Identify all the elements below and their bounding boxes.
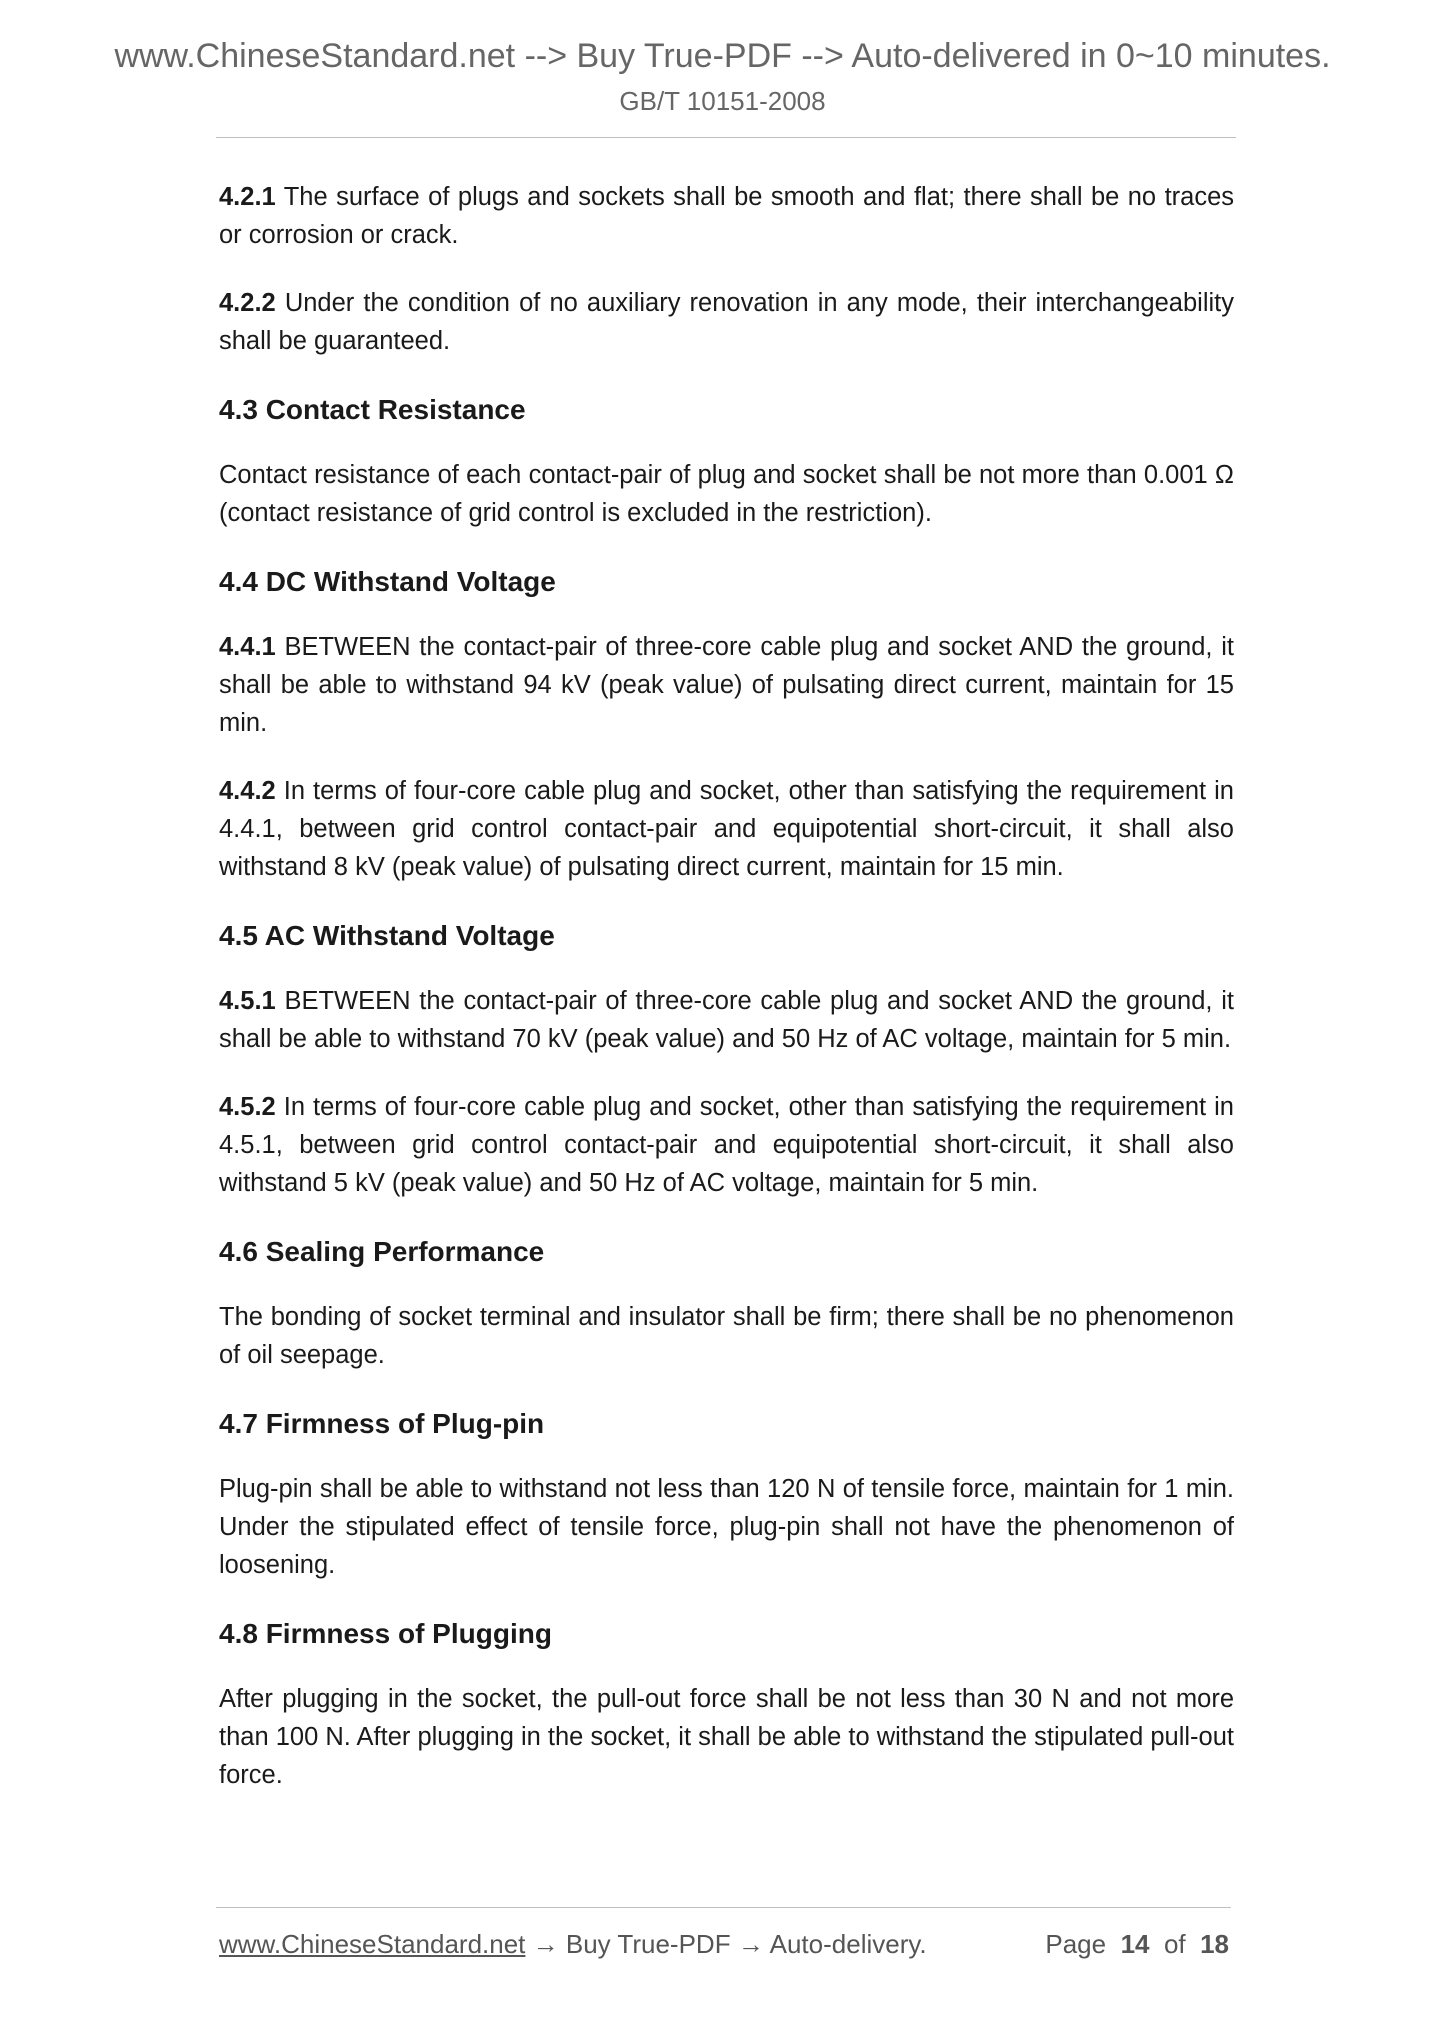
footer-delivery-text: Auto-delivery.	[769, 1929, 927, 1959]
clause-4-5-1	[219, 982, 1234, 1058]
footer-links	[219, 1926, 927, 1962]
clause-text: In terms of four-core cable plug and socket, other than satisfying the requirement in 4.4.1, between grid control contact-pair and equipotential short-circuit, it shall also withstand 8 kV (peak value) of pulsating direct current, maintain for 15 min.	[219, 777, 1234, 881]
arrow-right-icon: →	[532, 1929, 559, 1959]
clause-4-2-1	[219, 178, 1234, 254]
heading-4-8: 4.8 Firmness of Plugging	[219, 1618, 552, 1649]
clause-number: 4.5.1	[219, 987, 276, 1015]
clause-text: The surface of plugs and sockets shall be smooth and flat; there shall be no traces or corrosion or crack.	[219, 183, 1235, 249]
page-indicator	[1045, 1926, 1229, 1962]
clause-text: Under the condition of no auxiliary renovation in any mode, their interchangeability shall be guaranteed.	[219, 289, 1234, 355]
clause-number: 4.5.2	[219, 1093, 276, 1121]
heading-4-7: 4.7 Firmness of Plug-pin	[219, 1408, 545, 1439]
clause-4-4-2	[219, 772, 1234, 886]
arrow-right-icon: →	[737, 1929, 764, 1959]
of-label: of	[1163, 1929, 1186, 1959]
heading-4-6: 4.6 Sealing Performance	[219, 1236, 545, 1267]
page-total: 18	[1200, 1929, 1229, 1959]
clause-4-7: Plug-pin shall be able to withstand not less than 120 N of tensile force, maintain for 1 min. Under the stipulated effect of tensile force, plug-pin shall not have the phenomenon of loosening.	[219, 1475, 1234, 1579]
clause-text: BETWEEN the contact-pair of three-core cable plug and socket AND the ground, it shall be able to withstand 94 kV (peak value) of pulsating direct current, maintain for 15 min.	[219, 633, 1234, 737]
page-label: Page	[1045, 1929, 1107, 1959]
clause-4-4-1	[219, 628, 1234, 742]
footer-buy-text: Buy True-PDF	[565, 1929, 731, 1959]
clause-4-5-2	[219, 1088, 1234, 1202]
clause-4-3: Contact resistance of each contact-pair of plug and socket shall be not more than 0.001 Ω (contact resistance of grid control is excluded in the restriction).	[219, 461, 1234, 527]
clause-4-6: The bonding of socket terminal and insulator shall be firm; there shall be no phenomenon of oil seepage.	[219, 1303, 1234, 1369]
clause-number: 4.4.1	[219, 633, 276, 661]
footer-site-link[interactable]: www.ChineseStandard.net	[219, 1929, 526, 1959]
clause-number: 4.2.2	[219, 289, 276, 317]
heading-4-4: 4.4 DC Withstand Voltage	[219, 566, 556, 597]
footer-divider	[216, 1907, 1231, 1908]
standard-code: GB/T 10151-2008	[619, 86, 826, 116]
clause-4-8: After plugging in the socket, the pull-out force shall be not less than 30 N and not more than 100 N. After plugging in the socket, it shall be able to withstand the stipulated pull-out force.	[219, 1685, 1234, 1789]
clause-4-2-2	[219, 284, 1234, 360]
clause-number: 4.4.2	[219, 777, 276, 805]
document-body	[219, 178, 1234, 1824]
heading-4-3: 4.3 Contact Resistance	[219, 394, 526, 425]
top-banner: www.ChineseStandard.net --> Buy True-PDF --> Auto-delivered in 0~10 minutes.	[114, 37, 1331, 75]
page-footer	[219, 1926, 1229, 1962]
clause-text: BETWEEN the contact-pair of three-core cable plug and socket AND the ground, it shall be able to withstand 70 kV (peak value) and 50 Hz of AC voltage, maintain for 5 min.	[219, 987, 1234, 1053]
clause-text: In terms of four-core cable plug and socket, other than satisfying the requirement in 4.5.1, between grid control contact-pair and equipotential short-circuit, it shall also withstand 5 kV (peak value) and 50 Hz of AC voltage, maintain for 5 min.	[219, 1093, 1234, 1197]
heading-4-5: 4.5 AC Withstand Voltage	[219, 920, 555, 951]
clause-number: 4.2.1	[219, 183, 276, 211]
header-divider	[216, 137, 1236, 138]
page-current: 14	[1120, 1929, 1150, 1959]
